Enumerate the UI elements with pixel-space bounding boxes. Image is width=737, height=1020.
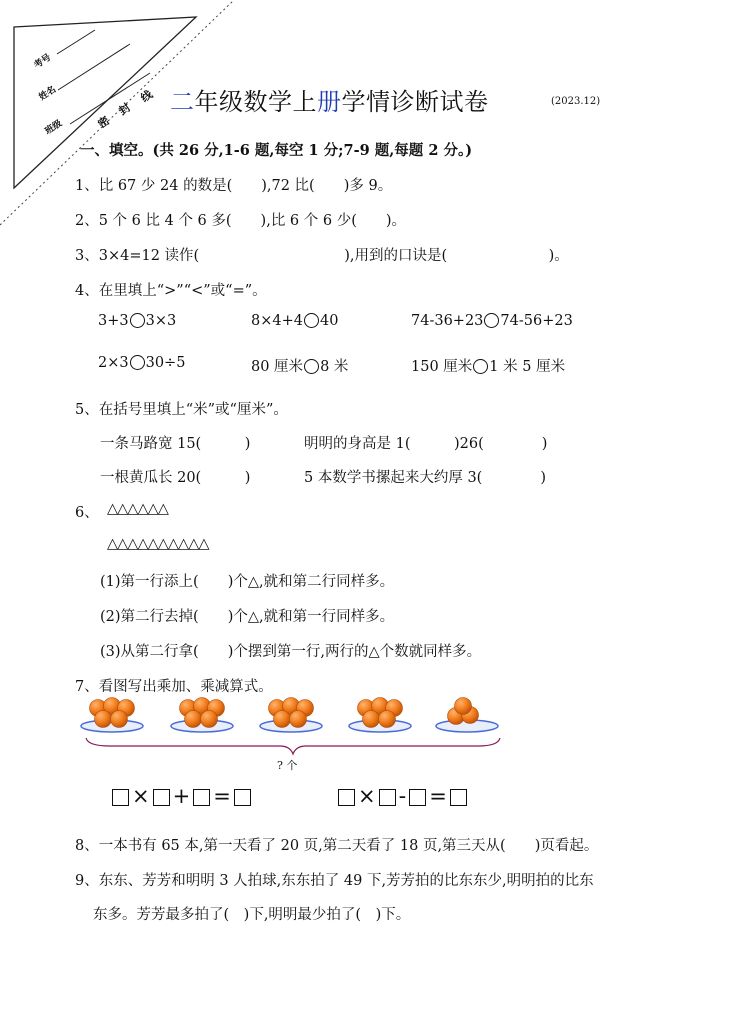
answer-box[interactable] (450, 789, 467, 806)
orange (363, 711, 380, 728)
question-3: 3、3×4=12 读作( ),用到的口诀是( )。 (75, 248, 569, 264)
title-part-1: 二 (170, 88, 195, 116)
compare-left: 8×4+4 (251, 313, 303, 329)
compare-right: 1 米 5 厘米 (489, 359, 566, 375)
compare-circle[interactable] (473, 359, 488, 374)
compare-item (251, 313, 338, 329)
title-part-3: 册 (317, 88, 342, 116)
question-5d: 5 本数学书摞起来大约厚 3( ) (304, 470, 546, 486)
compare-right: 30÷5 (145, 355, 186, 371)
seal-label-name: 姓名 (37, 84, 59, 103)
question-1: 1、比 67 少 24 的数是( ),72 比( )多 9。 (75, 178, 393, 194)
question-6-part-1: (1)第一行添上( )个△,就和第二行同样多。 (100, 574, 395, 590)
section-heading: 一、填空。(共 26 分,1-6 题,每空 1 分;7-9 题,每题 2 分。) (80, 142, 473, 159)
compare-left: 74-36+23 (411, 313, 484, 329)
compare-right: 74-56+23 (500, 313, 573, 329)
compare-left: 3+3 (98, 313, 129, 329)
equation-operator: + (172, 784, 191, 808)
compare-item (411, 313, 573, 329)
equation-1 (112, 784, 251, 808)
compare-right: 3×3 (145, 313, 177, 329)
question-9-line-1: 9、东东、芳芳和明明 3 人拍球,东东拍了 49 下,芳芳拍的比东东少,明明拍的比东 (75, 873, 594, 889)
equation-2 (338, 784, 467, 808)
orange (379, 711, 396, 728)
question-6-part-2: (2)第二行去掉( )个△,就和第一行同样多。 (100, 609, 395, 625)
seal-triangle (0, 0, 240, 240)
compare-left: 2×3 (98, 355, 129, 371)
answer-box[interactable] (409, 789, 426, 806)
orange (185, 711, 202, 728)
orange (201, 711, 218, 728)
question-5c: 一根黄瓜长 20( ) (100, 470, 251, 486)
seal-word-mi: 密 (95, 113, 113, 131)
compare-item (98, 355, 185, 371)
answer-box[interactable] (112, 789, 129, 806)
orange (455, 698, 472, 715)
equation-operator: - (398, 784, 407, 808)
question-2: 2、5 个 6 比 4 个 6 多( ),比 6 个 6 少( )。 (75, 213, 407, 229)
answer-box[interactable] (379, 789, 396, 806)
question-4-stem: 4、在里填上“>”“<”或“=”。 (75, 283, 267, 299)
compare-item (251, 355, 348, 376)
equation-operator: = (213, 784, 231, 808)
equation-operator: × (132, 784, 150, 808)
compare-left: 80 厘米 (251, 359, 304, 375)
compare-circle[interactable] (130, 355, 145, 370)
compare-circle[interactable] (304, 359, 319, 374)
seal-label-class: 班级 (43, 118, 65, 137)
compare-left: 150 厘米 (411, 359, 473, 375)
page-title (170, 82, 489, 117)
seal-word-feng: 封 (116, 100, 134, 118)
triangle-row-1: △△△△△△ (107, 501, 168, 517)
compare-circle[interactable] (130, 313, 145, 328)
brace (86, 738, 500, 754)
equation-operator: = (429, 784, 447, 808)
triangle-row-2: △△△△△△△△△△ (107, 536, 209, 552)
orange (274, 711, 291, 728)
exam-date: (2023.12) (551, 96, 601, 107)
equation-operator: × (358, 784, 376, 808)
brace-label: ? 个 (277, 759, 298, 772)
seal-word-xian: 线 (138, 87, 156, 105)
question-6-label: 6、 (75, 505, 99, 521)
title-part-2: 年级数学上 (194, 88, 317, 116)
seal-label-exam-no: 考号 (32, 52, 54, 71)
question-5b: 明明的身高是 1( )26( ) (304, 436, 548, 452)
title-part-4: 学情诊断试卷 (341, 88, 489, 116)
question-8: 8、一本书有 65 本,第一天看了 20 页,第二天看了 18 页,第三天从( )页看起。 (75, 838, 599, 854)
question-7-stem: 7、看图写出乘加、乘减算式。 (75, 679, 273, 695)
compare-circle[interactable] (304, 313, 319, 328)
orange (290, 711, 307, 728)
answer-box[interactable] (193, 789, 210, 806)
compare-circle[interactable] (484, 313, 499, 328)
orange (95, 711, 112, 728)
compare-item (411, 355, 565, 376)
answer-box[interactable] (153, 789, 170, 806)
compare-right: 40 (319, 313, 339, 329)
answer-box[interactable] (338, 789, 355, 806)
question-6-part-3: (3)从第二行拿( )个摆到第一行,两行的△个数就同样多。 (100, 644, 482, 660)
orange (111, 711, 128, 728)
question-9-line-2: 东多。芳芳最多拍了( )下,明明最少拍了( )下。 (93, 907, 411, 923)
compare-right: 8 米 (320, 359, 349, 375)
answer-box[interactable] (234, 789, 251, 806)
compare-item (98, 313, 176, 329)
oranges-figure (80, 696, 510, 758)
question-5-stem: 5、在括号里填上“米”或“厘米”。 (75, 402, 288, 418)
question-5a: 一条马路宽 15( ) (100, 436, 251, 452)
